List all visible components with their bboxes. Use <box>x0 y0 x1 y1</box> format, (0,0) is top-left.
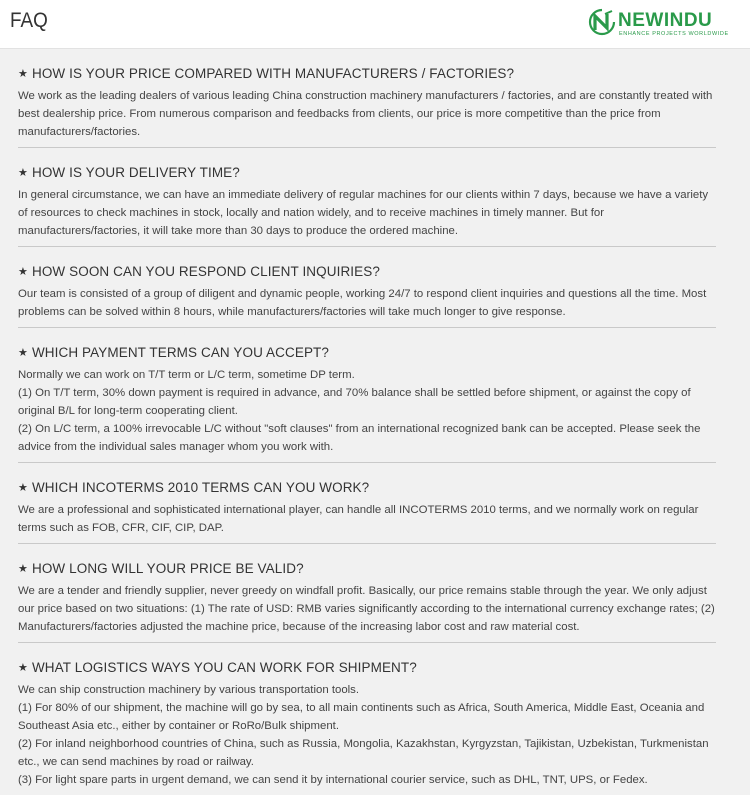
faq-answer <box>18 186 716 240</box>
star-icon: ★ <box>18 167 28 179</box>
faq-item <box>18 544 716 643</box>
star-icon: ★ <box>18 347 28 359</box>
faq-answer <box>18 582 716 636</box>
faq-answer-paragraph: We are a professional and sophisticated international player, can handle all INCOTERMS 2010 terms, and we normally work on regular terms such as FOB, CFR, CIF, CIP, DAP. <box>18 504 699 534</box>
faq-answer <box>18 681 716 789</box>
faq-list <box>0 49 750 795</box>
faq-answer-paragraph: (1) On T/T term, 30% down payment is required in advance, and 70% balance shall be settled before shipment, or against the copy of original B/L for long-term cooperating client. <box>18 387 691 417</box>
faq-answer-paragraph: We can ship construction machinery by various transportation tools. <box>18 684 360 696</box>
star-icon: ★ <box>18 482 28 494</box>
faq-item <box>18 247 716 328</box>
faq-answer <box>18 87 716 141</box>
faq-question <box>18 163 716 183</box>
faq-question-text: HOW SOON CAN YOU RESPOND CLIENT INQUIRIES? <box>31 264 380 279</box>
faq-question-text: WHICH PAYMENT TERMS CAN YOU ACCEPT? <box>31 345 330 360</box>
faq-answer <box>18 501 716 537</box>
star-icon: ★ <box>18 563 28 575</box>
faq-answer-paragraph: Our team is consisted of a group of diligent and dynamic people, working 24/7 to respond client inquiries and questions all the time. Most problems can be solved within 8 hours, while manufacturers/factories will take much longer to give response. <box>18 288 707 318</box>
faq-question <box>18 658 716 678</box>
faq-question <box>18 559 716 579</box>
faq-answer-paragraph: We work as the leading dealers of various leading China construction machinery manufacturers / factories, and are constantly treated with best dealership price. From numerous comparison and feedbacks from clients, our price is more competitive than the price from manufacturers/factories. <box>18 90 713 138</box>
faq-answer-paragraph: (2) On L/C term, a 100% irrevocable L/C without "soft clauses" from an international recognized bank can be accepted. Please seek the advice from the individual sales manager whom you work with. <box>18 423 701 453</box>
faq-question <box>18 64 716 84</box>
page-header <box>0 0 750 49</box>
faq-question <box>18 343 716 363</box>
brand-logo[interactable] <box>588 8 738 40</box>
faq-answer-paragraph: We are a tender and friendly supplier, never greedy on windfall profit. Basically, our price remains stable through the year. We only adjust our price based on two situations: (1) The rate of USD: RMB varies significantly according to the international currency exchange rates; (2) Manufacturers/factories adjusted the machine price, because of the increasing labor cost and raw material cost. <box>18 585 715 633</box>
faq-item <box>18 643 716 795</box>
faq-question-text: HOW LONG WILL YOUR PRICE BE VALID? <box>31 561 304 576</box>
faq-item <box>18 463 716 544</box>
star-icon: ★ <box>18 662 28 674</box>
faq-answer-paragraph: Normally we can work on T/T term or L/C term, sometime DP term. <box>18 369 355 381</box>
faq-answer <box>18 366 716 456</box>
faq-question <box>18 478 716 498</box>
faq-question-text: HOW IS YOUR PRICE COMPARED WITH MANUFACTURERS / FACTORIES? <box>31 66 515 81</box>
faq-answer-paragraph: (2) For inland neighborhood countries of China, such as Russia, Mongolia, Kazakhstan, Kyrgyzstan, Tajikistan, Uzbekistan, Turkmenistan etc., we can send machines by road or railway. <box>18 738 709 768</box>
star-icon: ★ <box>18 68 28 80</box>
logo-tagline: ENHANCE PROJECTS WORLDWIDE <box>619 31 729 37</box>
faq-item <box>18 148 716 247</box>
page-title: FAQ <box>10 9 48 32</box>
faq-item <box>18 328 716 463</box>
faq-answer-paragraph: In general circumstance, we can have an immediate delivery of regular machines for our clients within 7 days, because we have a variety of resources to check machines in stock, locally and nation widely, and to receive machines in timely manner. But for manufacturers/factories, it will take more than 30 days to produce the ordered machine. <box>18 189 709 237</box>
faq-answer <box>18 285 716 321</box>
faq-question-text: WHAT LOGISTICS WAYS YOU CAN WORK FOR SHIPMENT? <box>31 660 417 675</box>
faq-question-text: HOW IS YOUR DELIVERY TIME? <box>31 165 240 180</box>
faq-answer-paragraph: (3) For light spare parts in urgent demand, we can send it by international courier service, such as DHL, TNT, UPS, or Fedex. <box>18 774 648 786</box>
faq-item <box>18 49 716 148</box>
logo-name: NEWINDU <box>618 10 713 31</box>
faq-question-text: WHICH INCOTERMS 2010 TERMS CAN YOU WORK? <box>31 480 370 495</box>
newindu-logo-icon <box>588 8 616 38</box>
faq-question <box>18 262 716 282</box>
faq-answer-paragraph: (1) For 80% of our shipment, the machine will go by sea, to all main continents such as Africa, South America, Middle East, Oceania and Southeast Asia etc., either by container or RoRo/Bulk shipment. <box>18 702 705 732</box>
star-icon: ★ <box>18 266 28 278</box>
